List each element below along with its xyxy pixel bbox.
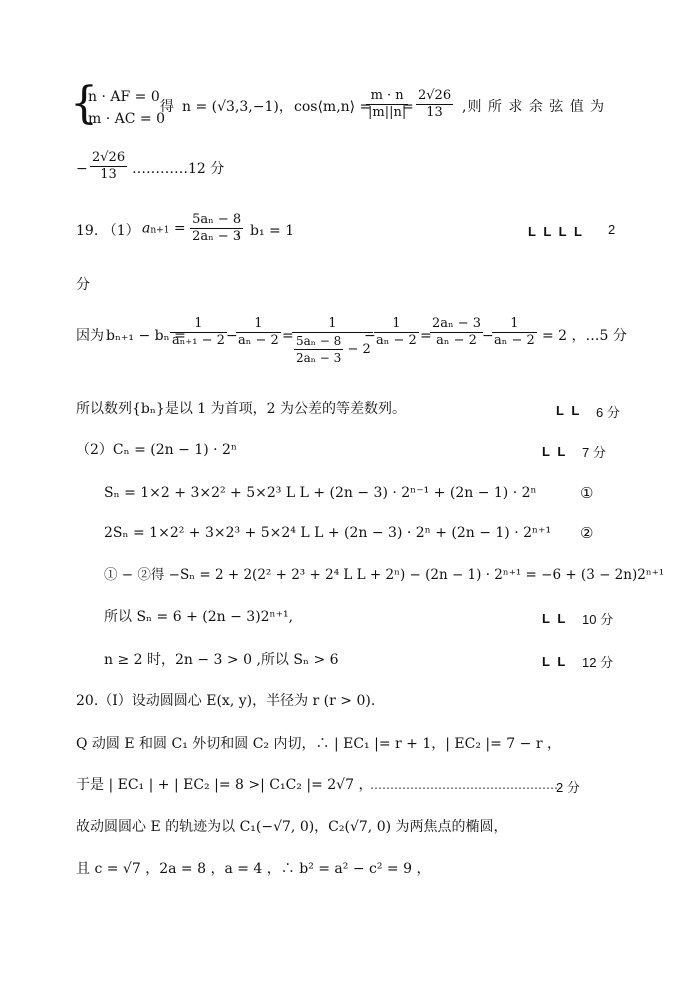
conclusion-text: ,则 所 求 余 弦 值 为 [462, 99, 606, 115]
sn-bound: n ≥ 2 时，2n − 3 > 0 ,所以 Sₙ > 6 [104, 652, 339, 668]
diff-frac-1 [170, 316, 227, 349]
neg-value-num: 2√26 [92, 150, 126, 165]
f4-num: 1 [374, 316, 419, 333]
mark-2: L L L L [528, 224, 584, 239]
f3-den-top: 5aₙ − 8 [296, 334, 342, 348]
f3-num: 1 [292, 316, 373, 333]
f6-num: 1 [492, 316, 537, 333]
cos-value [416, 88, 453, 121]
f2-den: aₙ − 2 [238, 333, 279, 348]
diff-frac-5 [430, 316, 483, 349]
equals: = [402, 99, 414, 115]
result-5: = 2 ，…5 分 [542, 328, 627, 344]
f6-den: aₙ − 2 [494, 333, 535, 348]
f5-den: aₙ − 2 [436, 333, 477, 348]
sum-2sn: 2Sₙ = 1×2² + 3×2³ + 5×2⁴ L L + (2n − 3) · 2ⁿ + (2n − 1) · 2ⁿ⁺¹ [104, 525, 552, 541]
f4-den: aₙ − 2 [376, 333, 417, 348]
cos-label: cos⟨m,n⟩ = [294, 99, 372, 115]
score-6: 6 分 [596, 405, 620, 420]
rec-den: 2aₙ − 3 [192, 229, 242, 244]
q20-line-2: Q 动圆 E 和圆 C₁ 外切和圆 C₂ 内切，∴ | EC₁ |= r + 1，| EC₂ |= 7 − r ， [76, 736, 561, 752]
circle-2: ② [580, 524, 594, 542]
subtract-result: ① − ②得 −Sₙ = 2 + 2(2² + 2³ + 2⁴ L L + 2ⁿ) − (2n − 1) · 2ⁿ⁺¹ = −6 + (3 − 2n)2ⁿ⁺¹ [104, 567, 665, 583]
cos-value-num: 2√26 [418, 88, 452, 103]
mark-7: L L [542, 444, 568, 459]
rec-num: 5aₙ − 8 [192, 212, 242, 227]
q20-line-1: 20.（Ⅰ）设动圆圆心 E(x, y)，半径为 r (r > 0). [76, 693, 376, 709]
sum-sn: Sₙ = 1×2 + 3×2² + 5×2³ L L + (2n − 3) · 2ⁿ⁻¹ + (2n − 1) · 2ⁿ [104, 485, 537, 501]
part2-cn: （2）Cₙ = (2n − 1) · 2ⁿ [76, 442, 238, 458]
q19-label: 19. （1） [76, 223, 140, 239]
score-12: 12 分 [582, 655, 614, 670]
de-text: 得 [160, 99, 174, 115]
n-vector: n = (√3,3,−1)， [182, 99, 293, 115]
score-10: 10 分 [582, 612, 614, 627]
f5-num: 2aₙ − 3 [432, 316, 482, 331]
equals-2: = [282, 328, 294, 344]
f3-den-bot: 2aₙ − 3 [296, 351, 342, 365]
q20-line-3: 于是 | EC₁ | + | EC₂ |= 8 >| C₁C₂ |= 2√7 ， [76, 777, 373, 793]
cos-value-den: 13 [426, 105, 443, 120]
mark-10: L L [542, 611, 568, 626]
score-12-sec18: …………12 分 [132, 161, 225, 177]
score-2: 2 [608, 222, 616, 237]
neg-value-den: 13 [100, 167, 117, 182]
f3-den [292, 333, 373, 366]
system-eq-2: m · AC = 0 [88, 111, 165, 127]
mark-12: L L [542, 654, 568, 669]
cos-num: m · n [366, 88, 408, 105]
circle-1: ① [580, 484, 594, 502]
q20-score-2: 2 分 [556, 780, 580, 795]
neg-sign: − [76, 161, 88, 177]
equals-3: = [420, 328, 432, 344]
f3-den-tail: − 2 [347, 342, 371, 357]
diff-frac-4 [374, 316, 419, 349]
difference-expr: bₙ₊₁ − bₙ = [106, 328, 186, 344]
minus-3: − [482, 328, 494, 344]
f2-num: 1 [236, 316, 281, 333]
minus-1: − [226, 328, 238, 344]
system-eq-1: n · AF = 0 [88, 89, 160, 105]
q20-line-5: 且 c = √7 ，2a = 8 ，a = 4 ，∴ b² = a² − c² = 9 ， [76, 861, 431, 877]
minus-2: − [364, 328, 376, 344]
diff-frac-6 [492, 316, 537, 349]
q20-line-4: 故动圆圆心 E 的轨迹为以 C₁(−√7, 0)，C₂(√7, 0) 为两焦点的椭圆， [76, 819, 508, 835]
diff-frac-2 [236, 316, 281, 349]
sn-closed-form: 所以 Sₙ = 6 + (2n − 3)2ⁿ⁺¹, [104, 609, 294, 625]
since-label: 因为 [76, 328, 104, 344]
b1-initial: ，b₁ = 1 [236, 223, 295, 239]
recurrence-lhs: a [142, 220, 151, 237]
q20-dots: ………………………………………… [370, 778, 562, 792]
system-brace: { [70, 78, 98, 129]
cos-den: |m||n| [368, 105, 407, 120]
fen-text: 分 [76, 277, 90, 293]
diff-frac-3 [292, 316, 373, 366]
recurrence: an+1 = $\frac{\text{5aₙ − 8}}{\text{2aₙ − 3}}$ [142, 212, 242, 244]
mark-6: L L [556, 403, 582, 418]
neg-value [90, 150, 127, 183]
f1-den: aₙ₊₁ − 2 [172, 333, 225, 348]
f1-num: 1 [170, 316, 227, 333]
arith-sequence-text: 所以数列{bₙ}是以 1 为首项，2 为公差的等差数列。 [76, 401, 406, 417]
score-7: 7 分 [582, 445, 606, 460]
